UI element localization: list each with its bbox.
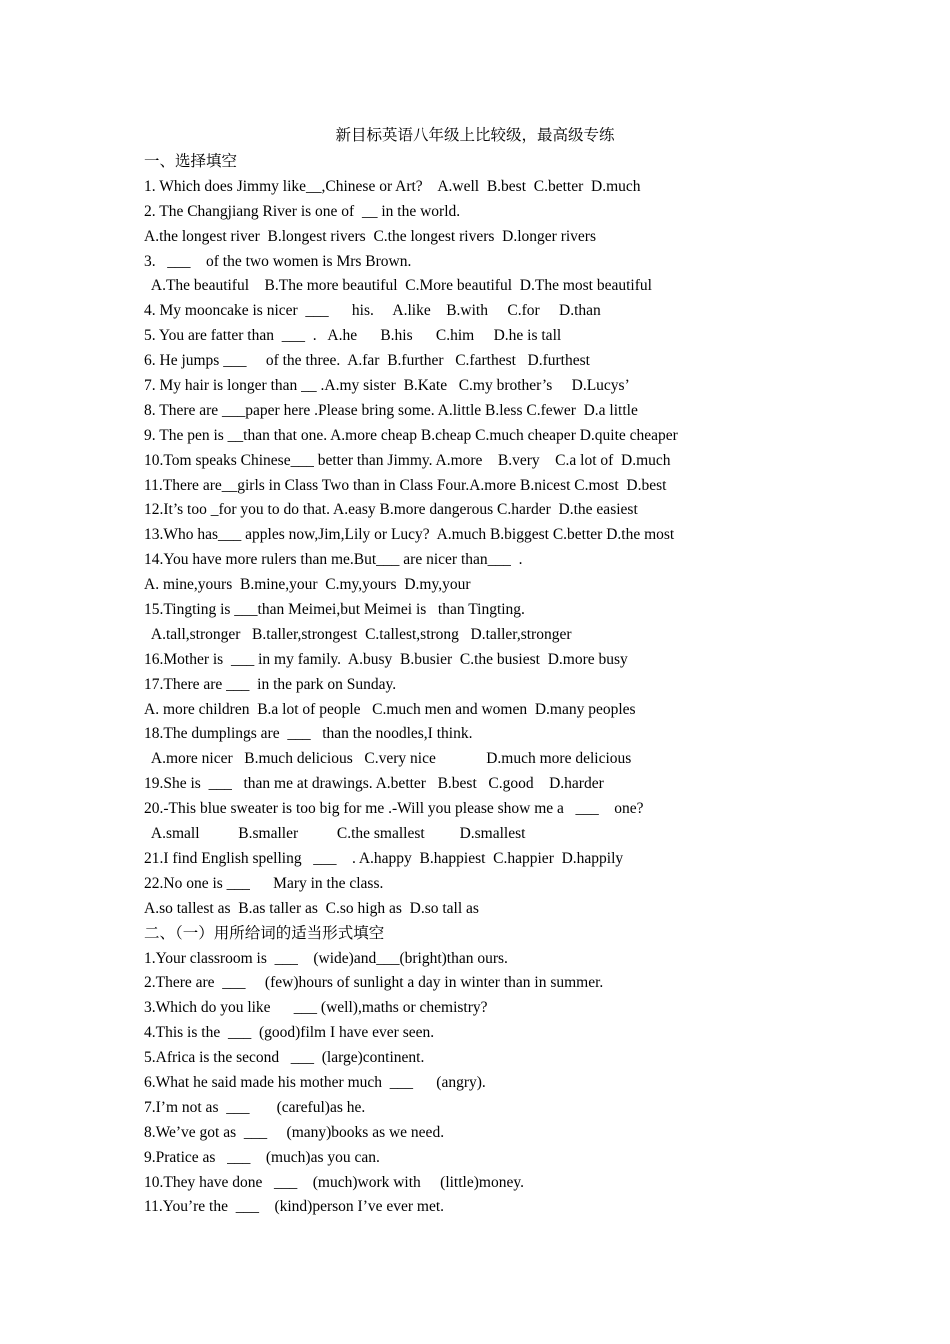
answer-options: A. mine,yours B.mine,your C.my,yours D.my,your xyxy=(144,576,471,594)
fill-in-line: 4.This is the ___ (good)film I have ever seen. xyxy=(144,1024,435,1042)
answer-options: A.the longest river B.longest rivers C.the longest rivers D.longer rivers xyxy=(144,227,596,245)
section-heading: 一、选择填空 xyxy=(144,153,238,170)
question-line: 6. He jumps ___ of the three. A.far B.further C.farthest D.furthest xyxy=(144,352,590,370)
document-body xyxy=(144,150,904,1220)
question-line: 12.It’s too _for you to do that. A.easy B.more dangerous C.harder D.the easiest xyxy=(144,501,638,519)
answer-options: A.more nicer B.much delicious C.very nice D.much more delicious xyxy=(144,750,632,768)
fill-in-line: 8.We’ve got as ___ (many)books as we need. xyxy=(144,1123,445,1141)
question-line: 7. My hair is longer than __ .A.my sister B.Kate C.my brother’s D.Lucys’ xyxy=(144,377,630,395)
question-line: 4. My mooncake is nicer ___ his. A.like B.with C.for D.than xyxy=(144,302,601,320)
question-line: 3. ___ of the two women is Mrs Brown. xyxy=(144,252,412,270)
fill-in-line: 10.They have done ___ (much)work with (little)money. xyxy=(144,1173,524,1191)
question-line: 10.Tom speaks Chinese___ better than Jimmy. A.more B.very C.a lot of D.much xyxy=(144,451,671,469)
question-line: 16.Mother is ___ in my family. A.busy B.busier C.the busiest D.more busy xyxy=(144,650,628,668)
question-line: 14.You have more rulers than me.But___ are nicer than___ . xyxy=(144,551,523,569)
question-line: 2. The Changjiang River is one of __ in the world. xyxy=(144,202,461,220)
question-line: 17.There are ___ in the park on Sunday. xyxy=(144,675,397,693)
question-line: 13.Who has___ apples now,Jim,Lily or Lucy? A.much B.biggest C.better D.the most xyxy=(144,526,675,544)
answer-options: A.small B.smaller C.the smallest D.smallest xyxy=(144,825,526,843)
answer-options: A.tall,stronger B.taller,strongest C.tallest,strong D.taller,stronger xyxy=(144,625,572,643)
fill-in-line: 1.Your classroom is ___ (wide)and___(bright)than ours. xyxy=(144,949,508,967)
question-line: 21.I find English spelling ___ . A.happy B.happiest C.happier D.happily xyxy=(144,849,624,867)
question-line: 11.There are__girls in Class Two than in Class Four.A.more B.nicest C.most D.best xyxy=(144,476,667,494)
question-line: 1. Which does Jimmy like__,Chinese or Art? A.well B.best C.better D.much xyxy=(144,177,641,195)
answer-options: A. more children B.a lot of people C.much men and women D.many peoples xyxy=(144,700,636,718)
answer-options: A.so tallest as B.as taller as C.so high as D.so tall as xyxy=(144,899,479,917)
fill-in-line: 3.Which do you like ___ (well),maths or chemistry? xyxy=(144,999,488,1017)
answer-options: A.The beautiful B.The more beautiful C.More beautiful D.The most beautiful xyxy=(144,277,652,295)
question-line: 9. The pen is __than that one. A.more cheap B.cheap C.much cheaper D.quite cheaper xyxy=(144,426,678,444)
fill-in-line: 9.Pratice as ___ (much)as you can. xyxy=(144,1148,380,1166)
fill-in-line: 11.You’re the ___ (kind)person I’ve ever met. xyxy=(144,1198,445,1216)
fill-in-line: 7.I’m not as ___ (careful)as he. xyxy=(144,1098,366,1116)
document-title: 新目标英语八年级上比较级，最高级专练 xyxy=(335,127,615,144)
fill-in-line: 5.Africa is the second ___ (large)continent. xyxy=(144,1049,425,1067)
fill-in-line: 2.There are ___ (few)hours of sunlight a day in winter than in summer. xyxy=(144,974,604,992)
question-line: 18.The dumplings are ___ than the noodles,I think. xyxy=(144,725,473,743)
fill-in-line: 6.What he said made his mother much ___ (angry). xyxy=(144,1073,486,1091)
question-line: 15.Tingting is ___than Meimei,but Meimei is than Tingting. xyxy=(144,601,525,619)
question-line: 19.She is ___ than me at drawings. A.better B.best C.good D.harder xyxy=(144,775,604,793)
question-line: 22.No one is ___ Mary in the class. xyxy=(144,874,384,892)
question-line: 20.-This blue sweater is too big for me .-Will you please show me a ___ one? xyxy=(144,800,644,818)
question-line: 8. There are ___paper here .Please bring some. A.little B.less C.fewer D.a little xyxy=(144,401,638,419)
question-line: 5. You are fatter than ___ . A.he B.his C.him D.he is tall xyxy=(144,327,562,345)
section-heading: 二、（一）用所给词的适当形式填空 xyxy=(144,924,385,942)
